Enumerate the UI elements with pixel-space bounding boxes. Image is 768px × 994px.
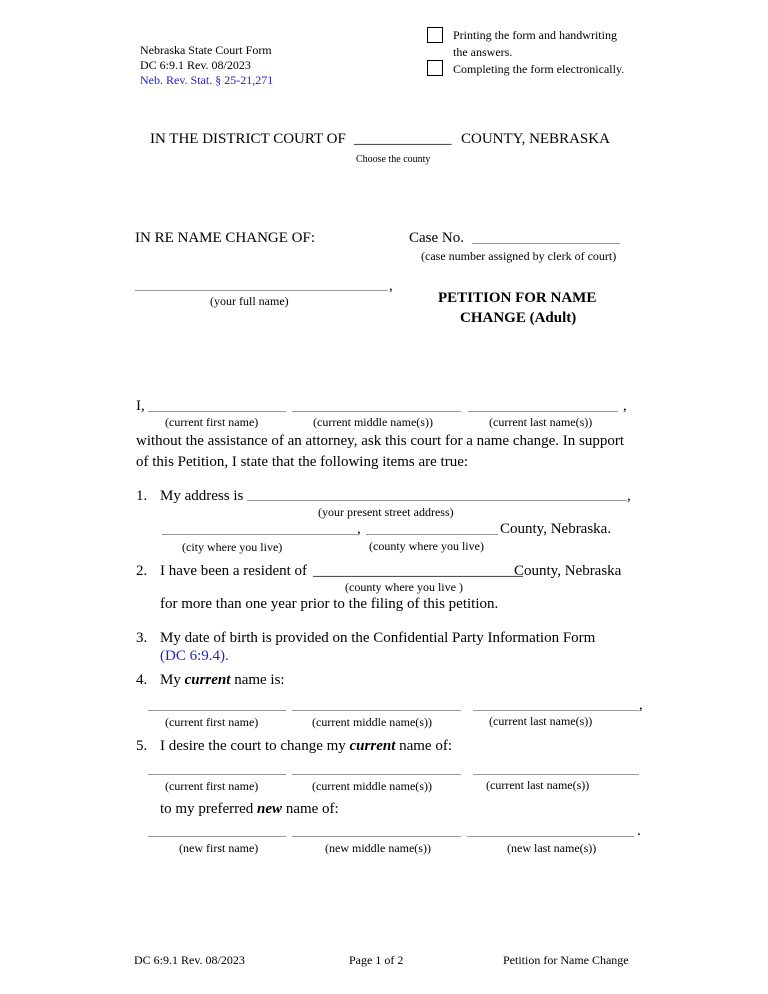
new-last-hint: (new last name(s)) (507, 841, 597, 855)
item-4-first-hint: (current first name) (165, 715, 259, 729)
change-last-name-field[interactable] (473, 774, 639, 775)
item-1-comma-2: , (357, 521, 361, 537)
in-re-label: IN RE NAME CHANGE OF: (135, 230, 315, 246)
footer-form-code: DC 6:9.1 Rev. 08/2023 (134, 953, 245, 967)
intro-first-name-field[interactable] (148, 411, 286, 412)
item-2-number: 2. (136, 563, 148, 579)
city-hint: (city where you live) (182, 540, 283, 554)
intro-comma: , (623, 398, 627, 414)
case-no-hint: (case number assigned by clerk of court) (421, 249, 617, 263)
item-5-text (160, 738, 452, 755)
item-4-my: My (160, 672, 181, 688)
item-4-current: current (184, 672, 231, 688)
item-4-rest: name is: (234, 672, 285, 688)
preferred-to: to my preferred (160, 801, 254, 817)
item-4-number: 4. (136, 672, 148, 688)
county-field[interactable] (366, 534, 498, 535)
intro-middle-name-field[interactable] (292, 411, 461, 412)
item-5-first-hint: (current first name) (165, 779, 259, 793)
petition-title-line2: CHANGE (Adult) (460, 310, 577, 326)
item-5-last-hint: (current last name(s)) (486, 778, 590, 792)
intro-text-1: without the assistance of an attorney, ask this court for a name change. In support (136, 433, 625, 449)
case-no-field[interactable] (472, 243, 620, 244)
intro-last-hint: (current last name(s)) (489, 415, 593, 429)
item-1-comma: , (627, 488, 631, 504)
new-first-name-field[interactable] (148, 836, 286, 837)
item-5-current: current (349, 738, 396, 754)
full-name-comma: , (389, 278, 393, 294)
current-first-name-field[interactable] (148, 710, 286, 711)
item-4-text (160, 672, 285, 689)
statute-link[interactable]: Neb. Rev. Stat. § 25-21,271 (140, 73, 274, 87)
new-first-hint: (new first name) (179, 841, 259, 855)
item-4-middle-hint: (current middle name(s)) (312, 715, 432, 729)
item-3-period: . (225, 648, 229, 664)
resident-county-field[interactable]: ____________________________ (313, 563, 523, 579)
current-middle-name-field[interactable] (292, 710, 461, 711)
item-5-period: . (637, 823, 641, 839)
electronic-option-label: Completing the form electronically. (453, 62, 625, 76)
change-first-name-field[interactable] (148, 774, 286, 775)
street-address-hint: (your present street address) (318, 505, 454, 519)
item-1-text: My address is (160, 488, 244, 504)
street-address-field[interactable] (247, 500, 627, 501)
petition-title-line1: PETITION FOR NAME (438, 290, 597, 306)
item-5-rest: name of: (399, 738, 453, 754)
item-5-desire: I desire the court to change my (160, 738, 346, 754)
item-1-number: 1. (136, 488, 148, 504)
form-name: Nebraska State Court Form (140, 43, 272, 57)
court-suffix: COUNTY, NEBRASKA (461, 131, 610, 147)
intro-middle-hint: (current middle name(s)) (313, 415, 433, 429)
preferred-of: name of: (285, 801, 339, 817)
preferred-name-text (160, 801, 339, 818)
print-option-label: Printing the form and handwriting (453, 28, 617, 42)
item-5-number: 5. (136, 738, 148, 754)
item-4-last-hint: (current last name(s)) (489, 714, 593, 728)
new-middle-name-field[interactable] (292, 836, 461, 837)
confidential-form-link[interactable]: (DC 6:9.4) (160, 648, 225, 664)
footer-title: Petition for Name Change (503, 953, 629, 967)
change-middle-name-field[interactable] (292, 774, 461, 775)
item-3-text: My date of birth is provided on the Confidential Party Information Form (160, 630, 596, 646)
electronic-option-checkbox[interactable] (427, 60, 443, 76)
confidential-form-link-row (160, 648, 229, 665)
current-last-name-field[interactable] (473, 710, 639, 711)
footer-page-number: Page 1 of 2 (349, 953, 404, 967)
item-2-text: I have been a resident of (160, 563, 308, 579)
item-2-text-2: for more than one year prior to the filing of this petition. (160, 596, 499, 612)
item-3-number: 3. (136, 630, 148, 646)
intro-i: I, (136, 398, 145, 414)
intro-text-2: of this Petition, I state that the following items are true: (136, 454, 469, 470)
county-select[interactable]: _____________ (354, 131, 452, 147)
full-name-field[interactable] (135, 290, 388, 291)
new-last-name-field[interactable] (467, 836, 634, 837)
print-option-checkbox[interactable] (427, 27, 443, 43)
resident-county-nebraska-label: County, Nebraska (514, 563, 622, 579)
full-name-hint: (your full name) (210, 294, 289, 308)
resident-county-hint: (county where you live ) (345, 580, 463, 594)
county-hint: (county where you live) (369, 539, 484, 553)
form-code: DC 6:9.1 Rev. 08/2023 (140, 58, 251, 72)
choose-county-hint: Choose the county (356, 154, 431, 165)
intro-last-name-field[interactable] (468, 411, 618, 412)
county-nebraska-label: County, Nebraska. (500, 521, 612, 537)
preferred-new: new (257, 801, 283, 817)
new-middle-hint: (new middle name(s)) (325, 841, 431, 855)
city-field[interactable] (162, 534, 357, 535)
intro-first-hint: (current first name) (165, 415, 259, 429)
print-option-label-cont: the answers. (453, 45, 513, 59)
case-no-label: Case No. (409, 230, 464, 246)
item-4-comma: , (639, 697, 643, 713)
court-prefix: IN THE DISTRICT COURT OF (150, 131, 346, 147)
item-5-middle-hint: (current middle name(s)) (312, 779, 432, 793)
